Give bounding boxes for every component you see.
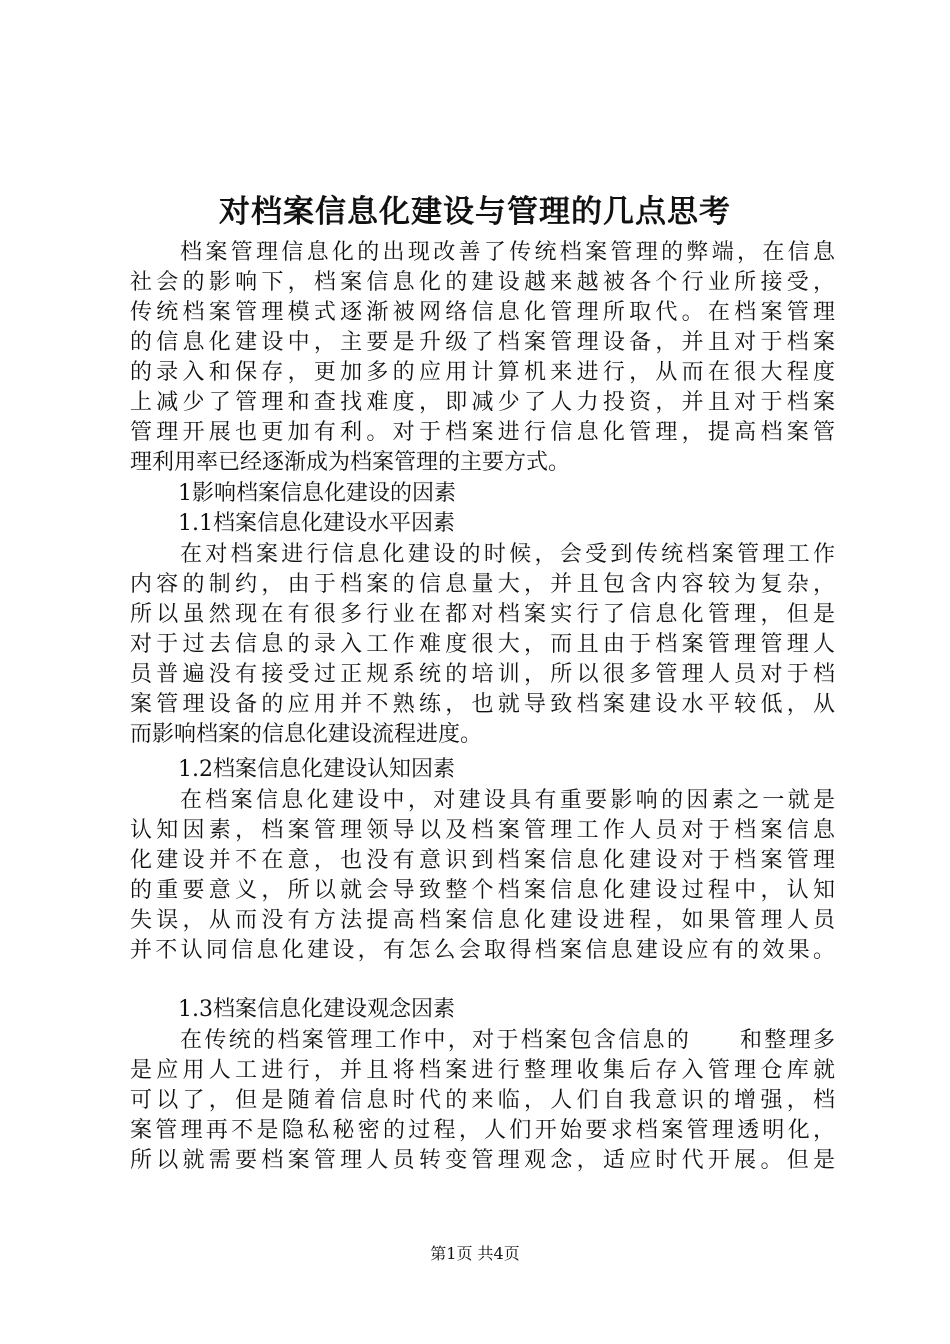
- paragraph-line: 可以了，但是随着信息时代的来临，人们自我意识的增强，档: [130, 1088, 835, 1113]
- section-heading: 1影响档案信息化建设的因素: [178, 481, 456, 506]
- paragraph-line: 社会的影响下，档案信息化的建设越来越被各个行业所接受，: [130, 270, 835, 295]
- paragraph-line: 失误，从而没有方法提高档案信息化建设进程，如果管理人员: [130, 908, 835, 933]
- paragraph-line: 所以虽然现在有很多行业在都对档案实行了信息化管理，但是: [130, 602, 835, 627]
- paragraph-line: 理利用率已经逐渐成为档案管理的主要方式。: [130, 450, 571, 475]
- paragraph-line: 所以就需要档案管理人员转变管理观念，适应时代开展。但是: [130, 1148, 835, 1173]
- paragraph-line: 内容的制约，由于档案的信息量大，并且包含内容较为复杂，: [130, 572, 835, 597]
- paragraph-line: 在传统的档案管理工作中，对于档案包含信息的 和整理多: [180, 1028, 835, 1053]
- section-heading: 1.1档案信息化建设水平因素: [178, 511, 455, 536]
- paragraph-line: 的录入和保存，更加多的应用计算机来进行，从而在很大程度: [130, 360, 835, 385]
- paragraph-line: 的重要意义，所以就会导致整个档案信息化建设过程中，认知: [130, 878, 835, 903]
- section-heading: 1.3档案信息化建设观念因素: [178, 997, 455, 1022]
- paragraph-line: 传统档案管理模式逐渐被网络信息化管理所取代。在档案管理: [130, 300, 835, 325]
- paragraph-line: 上减少了管理和查找难度，即减少了人力投资，并且对于档案: [130, 390, 835, 415]
- paragraph-line: 而影响档案的信息化建设流程进度。: [130, 722, 483, 747]
- paragraph-line: 在档案信息化建设中，对建设具有重要影响的因素之一就是: [180, 788, 835, 813]
- paragraph-line: 管理开展也更加有利。对于档案进行信息化管理，提高档案管: [130, 420, 835, 445]
- paragraph-line: 认知因素，档案管理领导以及档案管理工作人员对于档案信息: [130, 818, 835, 843]
- paragraph-line: 的信息化建设中，主要是升级了档案管理设备，并且对于档案: [130, 330, 835, 355]
- paragraph-line: 并不认同信息化建设，有怎么会取得档案信息建设应有的效果。: [130, 938, 835, 963]
- paragraph-line: 是应用人工进行，并且将档案进行整理收集后存入管理仓库就: [130, 1058, 835, 1083]
- paragraph-line: 对于过去信息的录入工作难度很大，而且由于档案管理管理人: [130, 632, 835, 657]
- page-footer: 第1页 共4页: [430, 1244, 520, 1263]
- paragraph-line: 化建设并不在意，也没有意识到档案信息化建设对于档案管理: [130, 848, 835, 873]
- paragraph-line: 案管理设备的应用并不熟练，也就导致档案建设水平较低，从: [130, 692, 835, 717]
- section-heading: 1.2档案信息化建设认知因素: [178, 757, 455, 782]
- paragraph-line: 档案管理信息化的出现改善了传统档案管理的弊端，在信息: [180, 240, 835, 265]
- paragraph-line: 案管理再不是隐私秘密的过程，人们开始要求档案管理透明化，: [130, 1118, 835, 1143]
- paragraph-line: 在对档案进行信息化建设的时候，会受到传统档案管理工作: [180, 542, 835, 567]
- paragraph-line: 员普遍没有接受过正规系统的培训，所以很多管理人员对于档: [130, 662, 835, 687]
- document-title: 对档案信息化建设与管理的几点思考: [219, 194, 731, 230]
